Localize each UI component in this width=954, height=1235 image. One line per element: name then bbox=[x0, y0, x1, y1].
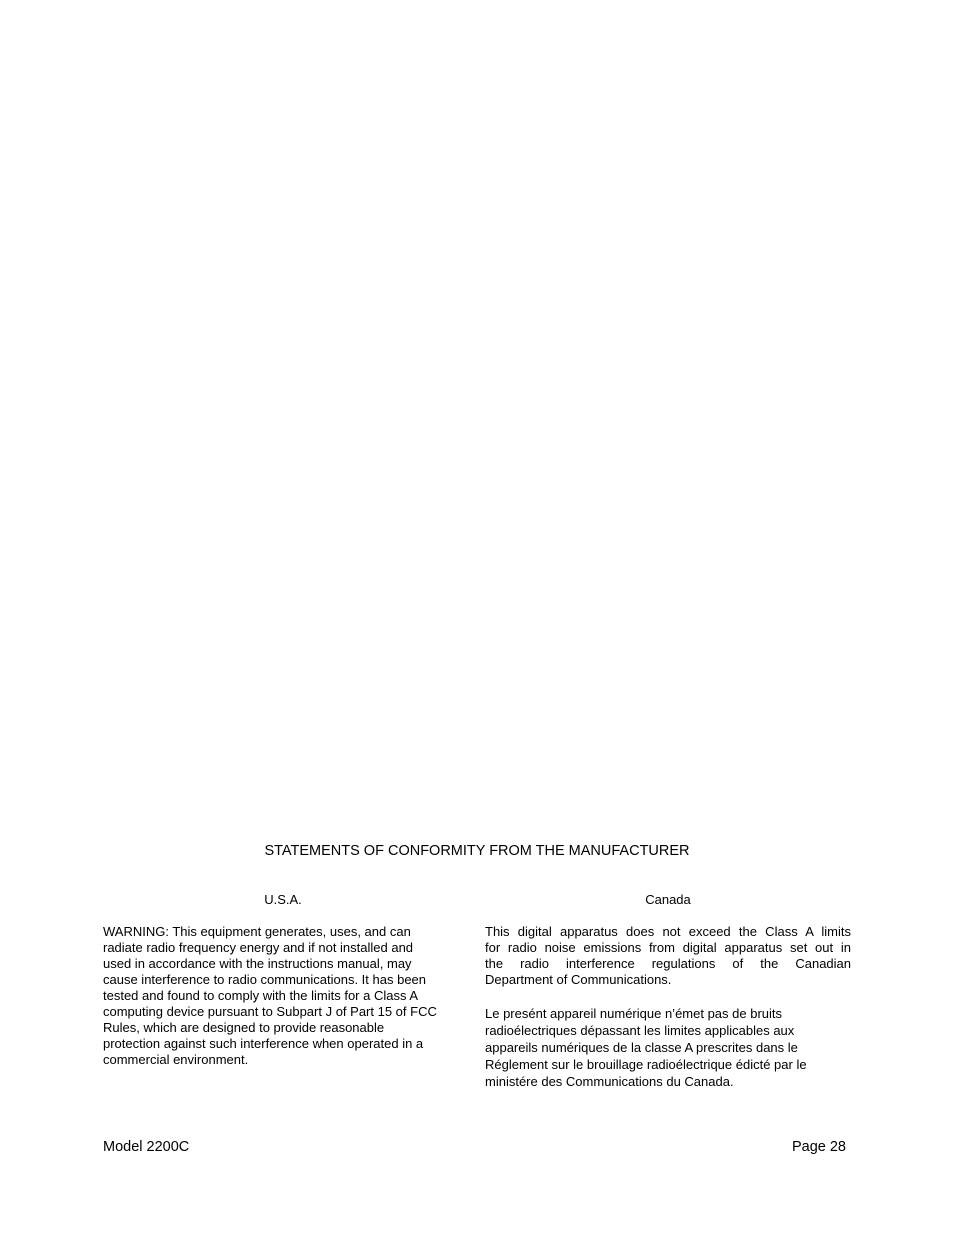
footer-model: Model 2200C bbox=[103, 1139, 190, 1155]
canada-french-paragraph bbox=[485, 1005, 851, 1090]
page-title: STATEMENTS OF CONFORMITY FROM THE MANUFACTURER bbox=[264, 843, 690, 859]
canada-english-line: Department of Communications. bbox=[485, 972, 672, 987]
canada-french-line: radioélectriques dépassant les limites applicables aux bbox=[485, 1023, 795, 1038]
usa-line: tested and found to comply with the limits for a Class A bbox=[103, 988, 419, 1003]
canada-heading: Canada bbox=[645, 892, 691, 907]
canada-english-paragraph bbox=[485, 924, 851, 988]
canada-english-line: the radio interference regulations of the Canadian bbox=[485, 956, 851, 971]
canada-english-line: for radio noise emissions from digital apparatus set out in bbox=[485, 940, 851, 955]
canada-french-line: appareils numériques de la classe A prescrites dans le bbox=[485, 1040, 798, 1055]
canada-english-line: This digital apparatus does not exceed the Class A limits bbox=[485, 924, 851, 939]
canada-french-line: Réglement sur le brouillage radioélectrique édicté par le bbox=[485, 1057, 807, 1072]
usa-paragraph bbox=[103, 924, 463, 1068]
usa-line: used in accordance with the instructions manual, may bbox=[103, 956, 412, 971]
canada-french-line: Le presént appareil numérique n’émet pas de bruits bbox=[485, 1006, 783, 1021]
usa-line: radiate radio frequency energy and if not installed and bbox=[103, 940, 414, 955]
footer-page-number: Page 28 bbox=[791, 1139, 846, 1155]
usa-line: commercial environment. bbox=[103, 1052, 249, 1067]
usa-line: cause interference to radio communications. It has been bbox=[103, 972, 427, 987]
canada-statement bbox=[485, 892, 851, 1090]
canada-french-line: ministére des Communications du Canada. bbox=[485, 1074, 734, 1089]
usa-statement bbox=[103, 892, 463, 1068]
usa-heading: U.S.A. bbox=[264, 892, 302, 907]
usa-line: computing device pursuant to Subpart J of Part 15 of FCC bbox=[103, 1004, 437, 1019]
usa-line: Rules, which are designed to provide reasonable bbox=[103, 1020, 385, 1035]
usa-line: protection against such interference when operated in a bbox=[103, 1036, 424, 1051]
usa-line: WARNING: This equipment generates, uses, and can bbox=[103, 924, 411, 939]
